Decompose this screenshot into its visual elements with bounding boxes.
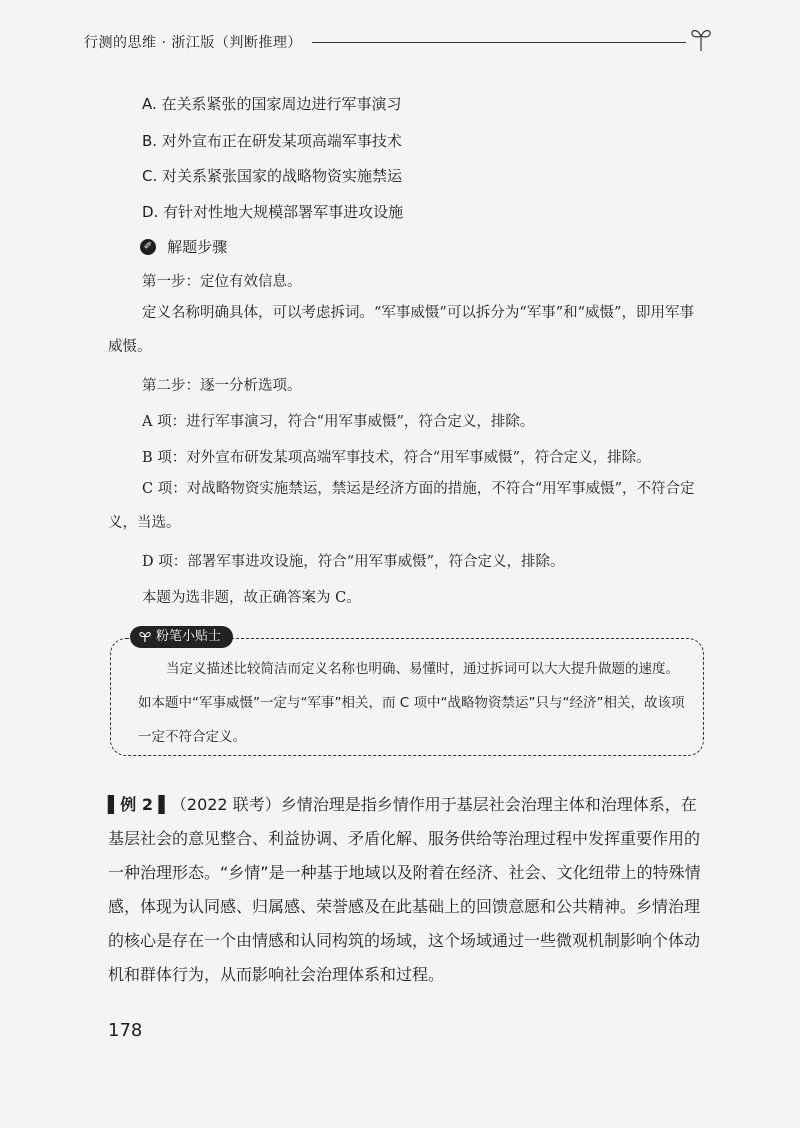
step-2-label: 第二步：逐一分析选项。 [142,378,302,394]
tip-label [130,626,233,648]
book-title: 行测的思维 · 浙江版（判断推理） [84,35,302,51]
running-header [84,30,714,54]
pen-icon: ✐ [140,239,156,255]
option-d: D. 有针对性地大规模部署军事进攻设施 [142,203,404,221]
analysis-d: D 项：部署军事进攻设施，符合“用军事威慑”，符合定义，排除。 [142,554,565,570]
option-a: A. 在关系紧张的国家周边进行军事演习 [142,95,402,113]
tip-text: 当定义描述比较简洁而定义名称也明确、易懂时，通过拆词可以大大提升做题的速度。如本题中“军事威慑”一定与“军事”相关，而 C 项中“战略物资禁运”只与“经济”相关，故该项一定不符合定义。 [138,661,685,745]
sprout-icon [688,24,714,52]
solution-heading [140,236,227,256]
example-marker: ▌例 2 ▌ [108,795,171,814]
example-2 [108,788,712,992]
option-c: C. 对关系紧张国家的战略物资实施禁运 [142,167,403,185]
sprout-icon [138,629,152,643]
analysis-b: B 项：对外宣布研发某项高端军事技术，符合“用军事威慑”，符合定义，排除。 [142,450,651,466]
example-text: 乡情治理是指乡情作用于基层社会治理主体和治理体系，在基层社会的意见整合、利益协调、矛盾化解、服务供给等治理过程中发挥重要作用的一种治理形态。“乡情”是一种基于地域以及附着在经济、社会、文化纽带上的特殊情感，体现为认同感、归属感、荣誉感及在此基础上的回馈意愿和公共精神。乡情治理的核心是存在一个由情感和认同构筑的场域，这个场域通过一些微观机制影响个体动机和群体行为，从而影响社会治理体系和过程。 [108,795,701,984]
analysis-c: C 项：对战略物资实施禁运，禁运是经济方面的措施，不符合“用军事威慑”，不符合定义，当选。 [108,481,695,531]
option-b: B. 对外宣布正在研发某项高端军事技术 [142,132,402,150]
answer-conclusion: 本题为选非题，故正确答案为 C。 [142,590,361,606]
step-1-label: 第一步：定位有效信息。 [142,274,302,290]
solution-title: 解题步骤 [167,238,228,256]
example-source: （2022 联考） [170,795,281,814]
page-number: 178 [108,1020,143,1041]
tip-label-text: 粉笔小贴士 [156,629,222,644]
header-rule [312,42,686,43]
step-1-text: 定义名称明确具体，可以考虑拆词。“军事威慑”可以拆分为“军事”和“威慑”，即用军事威慑。 [108,305,694,355]
analysis-a: A 项：进行军事演习，符合“用军事威慑”，符合定义，排除。 [142,414,535,430]
